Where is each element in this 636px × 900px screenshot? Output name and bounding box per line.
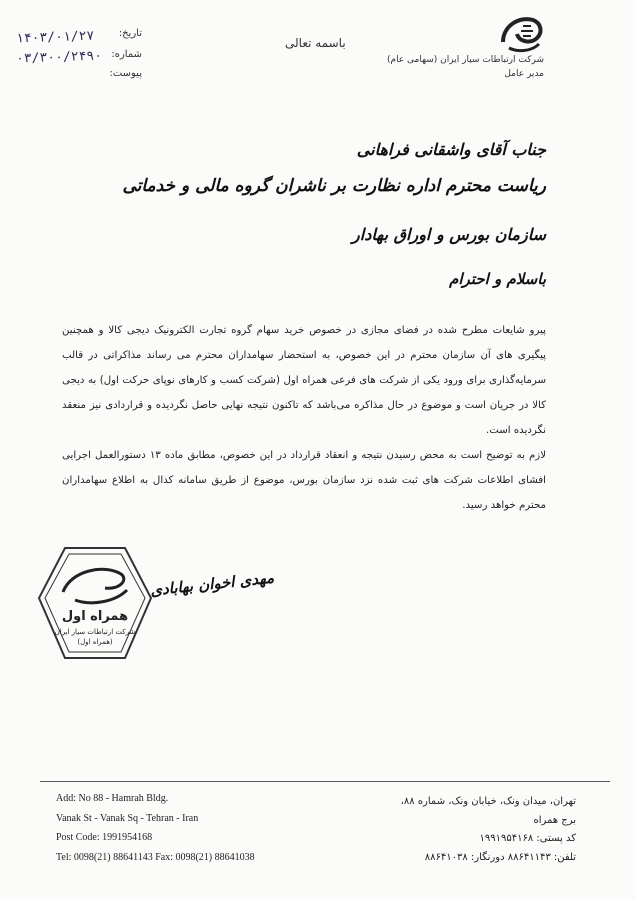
number-label: شماره: (111, 49, 142, 60)
attachment-label: پیوست: (109, 68, 142, 79)
seal-line-1: شرکت ارتباطات سیار ایران (54, 628, 136, 636)
signatory-name: مهدی اخوان بهابادی (149, 568, 275, 600)
addressee-line-3: سازمان بورس و اوراق بهادار (352, 225, 546, 244)
footer-en-address-1: Add: No 88 - Hamrah Bldg. (56, 793, 169, 804)
company-seal-icon (35, 540, 155, 670)
addressee-line-1: جناب آقای واشقانی فراهانی (356, 140, 546, 159)
date-label: تاریخ: (118, 28, 142, 39)
company-role: مدیر عامل (504, 69, 544, 79)
footer-fa-address-1: تهران، میدان ونک، خیابان ونک، شماره ۸۸، (400, 796, 576, 807)
footer-en-phone: Tel: 0098(21) 88641143 Fax: 0098(21) 88641038 (56, 852, 255, 863)
seal-brand-text: همراه اول (61, 609, 129, 624)
footer-fa-address-2: برج همراه (533, 815, 576, 826)
letter-body (62, 318, 546, 518)
body-paragraph-1: پیرو شایعات مطرح شده در فضای مجازی در خصوص خرید سهام گروه تجارت الکترونیک دیجی کالا و همچنین پیگیری های آن سازمان محترم در این خصوص، به استحضار سهامداران محترم می رساند مذاکراتی در قالب سرمایه‌گذاری برای ورود یکی از شرکت های فرعی همراه اول (شرکت کسب و کارهای نوپای حرکت اول) به دیجی کالا در جریان است و موضوع در حال مذاکره می‌باشد که تاکنون نتیجه نهایی حاصل نگردیده و قراردادی نیز منعقد نگردیده است. (62, 325, 546, 436)
body-paragraph-2: لازم به توضیح است به محض رسیدن نتیجه و انعقاد قرارداد در این خصوص، مطابق ماده ۱۳ دستورالعمل اجرایی افشای اطلاعات شرکت های ثبت شده نزد سازمان بورس، موضوع از طریق سامانه کدال به اطلاع سهامداران محترم خواهد رسید. (62, 450, 546, 511)
seal-line-2: (همراه اول) (77, 638, 113, 646)
footer-fa-postcode: کد پستی: ۱۹۹۱۹۵۴۱۶۸ (479, 833, 576, 844)
number-value: ۰۳/۳۰۰/۲۴۹۰ (15, 48, 103, 67)
footer-en-address-2: Vanak St - Vanak Sq - Tehran - Iran (56, 813, 199, 824)
mci-logo-icon (497, 12, 545, 56)
invocation-heading: باسمه تعالی (285, 36, 346, 50)
addressee-line-2: ریاست محترم اداره نظارت بر ناشران گروه مالی و خدماتی (122, 176, 546, 196)
date-value: ۱۴۰۳/۰۱/۲۷ (15, 28, 95, 47)
company-name: شرکت ارتباطات سیار ایران (سهامی عام) (386, 55, 544, 65)
greeting: باسلام و احترام (449, 270, 546, 288)
footer-divider (40, 781, 610, 782)
footer-en-postcode: Post Code: 1991954168 (56, 832, 153, 843)
footer-fa-phone: تلفن: ۸۸۶۴۱۱۴۳ دورنگار: ۸۸۶۴۱۰۳۸ (424, 852, 576, 863)
